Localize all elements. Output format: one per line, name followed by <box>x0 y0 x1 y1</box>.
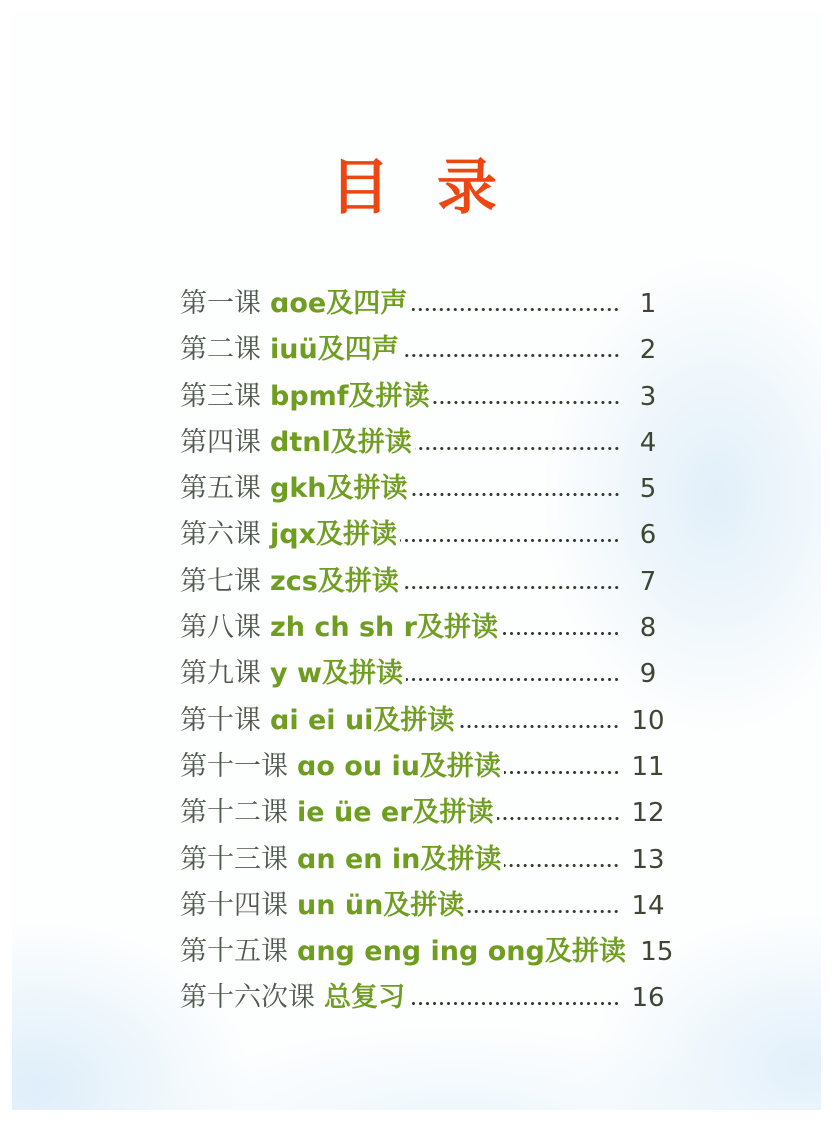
lesson-title: zh ch sh r及拼读 <box>270 612 498 644</box>
lesson-title: 总复习 <box>324 982 405 1014</box>
page-number: 2 <box>639 335 657 366</box>
table-of-contents <box>180 281 674 1022</box>
toc-entry <box>180 327 670 373</box>
dot-leader <box>400 538 620 543</box>
page-number: 16 <box>631 983 665 1014</box>
page-number: 11 <box>631 751 665 782</box>
toc-entry <box>180 929 674 975</box>
page-number: 6 <box>639 520 657 551</box>
lesson-title: ɑn en in及拼读 <box>297 843 502 875</box>
page-number: 7 <box>639 566 657 597</box>
dot-leader <box>402 585 620 590</box>
dot-leader <box>504 770 620 775</box>
toc-entry <box>180 374 670 420</box>
dot-leader <box>504 863 620 868</box>
toc-entry <box>180 512 670 558</box>
lesson-title: y w及拼读 <box>270 658 403 690</box>
lesson-title: bpmf及拼读 <box>270 380 430 412</box>
page-number: 14 <box>631 890 665 921</box>
dot-leader <box>411 492 620 497</box>
lesson-title: iuü及四声 <box>270 334 399 366</box>
dot-leader <box>457 724 620 729</box>
page-title: 目 录 <box>330 153 503 223</box>
toc-entry <box>180 281 670 327</box>
page-number: 5 <box>639 474 657 505</box>
lesson-number: 第十一课 <box>180 750 288 782</box>
lesson-title: ie üe er及拼读 <box>297 797 494 829</box>
page-number: 12 <box>631 798 665 829</box>
toc-entry <box>180 883 670 929</box>
toc-entry <box>180 837 670 883</box>
toc-entry <box>180 790 670 836</box>
lesson-number: 第十二课 <box>180 797 288 829</box>
page-number: 15 <box>640 937 674 968</box>
lesson-title: zcs及拼读 <box>270 565 399 597</box>
lesson-number: 第十六次课 <box>180 982 315 1014</box>
page-number: 1 <box>639 289 657 319</box>
lesson-title: gkh及拼读 <box>270 473 408 505</box>
toc-entry <box>180 744 670 790</box>
dot-leader <box>408 1001 620 1006</box>
lesson-title: ɑng eng ing ong及拼读 <box>297 936 626 968</box>
lesson-number: 第五课 <box>180 473 261 505</box>
dot-leader <box>410 307 620 312</box>
lesson-title: ɑoe及四声 <box>270 288 408 319</box>
lesson-title: ɑi ei ui及拼读 <box>270 704 455 736</box>
lesson-number: 第十三课 <box>180 843 288 875</box>
page-number: 3 <box>639 381 657 412</box>
dot-leader <box>501 631 620 636</box>
lesson-number: 第三课 <box>180 380 261 412</box>
toc-entry <box>180 559 670 605</box>
lesson-title: jqx及拼读 <box>270 519 397 551</box>
toc-entry <box>180 651 670 697</box>
toc-entry <box>180 420 670 466</box>
toc-entry <box>180 466 670 512</box>
page-number: 10 <box>631 705 665 736</box>
lesson-number: 第一课 <box>180 288 261 319</box>
lesson-title: ɑo ou iu及拼读 <box>297 750 501 782</box>
page-number: 9 <box>639 659 657 690</box>
dot-leader <box>415 446 620 451</box>
page-number: 4 <box>639 427 657 458</box>
dot-leader <box>406 677 620 682</box>
dot-leader <box>467 909 620 914</box>
lesson-title: dtnl及拼读 <box>270 426 412 458</box>
toc-entry <box>180 975 670 1021</box>
lesson-number: 第二课 <box>180 334 261 366</box>
lesson-title: un ün及拼读 <box>297 889 465 921</box>
page-number: 8 <box>639 613 657 644</box>
dot-leader <box>433 400 620 405</box>
lesson-number: 第十课 <box>180 704 261 736</box>
lesson-number: 第十五课 <box>180 936 288 968</box>
lesson-number: 第七课 <box>180 565 261 597</box>
toc-entry <box>180 605 670 651</box>
lesson-number: 第六课 <box>180 519 261 551</box>
page-number: 13 <box>631 844 665 875</box>
dot-leader <box>402 353 620 358</box>
toc-entry <box>180 698 670 744</box>
lesson-number: 第十四课 <box>180 889 288 921</box>
lesson-number: 第九课 <box>180 658 261 690</box>
dot-leader <box>497 816 620 821</box>
lesson-number: 第八课 <box>180 612 261 644</box>
lesson-number: 第四课 <box>180 426 261 458</box>
